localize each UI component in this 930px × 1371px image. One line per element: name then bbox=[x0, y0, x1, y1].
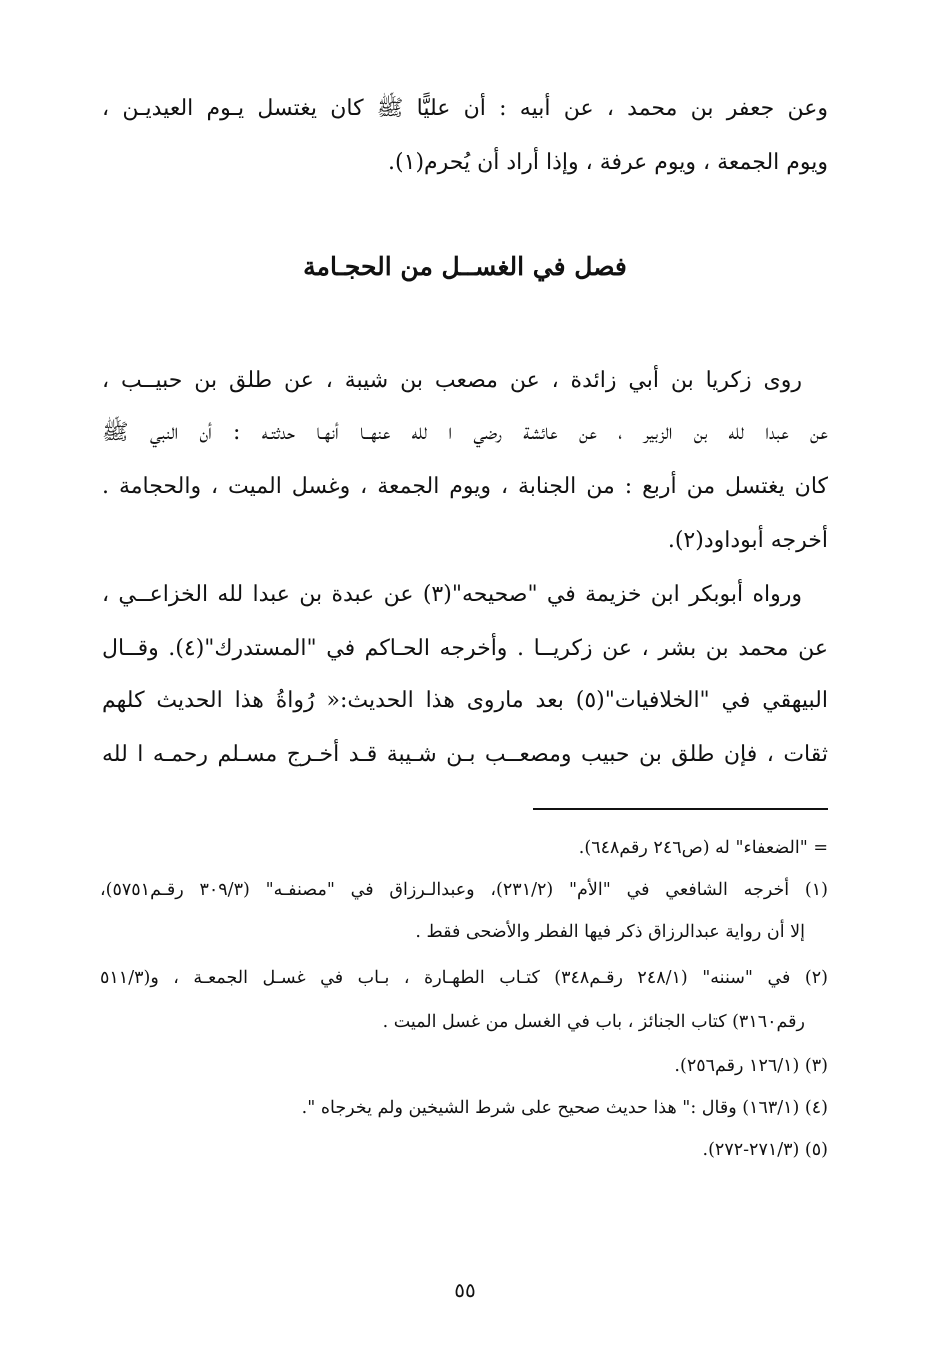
body-line: البيهقي في "الخلافيات"(٥) بعد ماروى هذا الحديث:« رُواةُ هذا الحديث كلهم bbox=[102, 688, 828, 713]
body-line: ورواه أبوبكر ابن خزيمة في "صحيحه"(٣) عن عبدة بن عبدا لله الخزاعــي ، bbox=[102, 582, 802, 607]
body-line: أخرجه أبوداود(٢). bbox=[667, 528, 828, 553]
page-number: ٥٥ bbox=[454, 1278, 476, 1302]
footnote-line: = "الضعفاء" له (ص٢٤٦ رقم٦٤٨). bbox=[578, 838, 828, 858]
footnote-line: (٥) (٢٧١/٣-٢٧٢). bbox=[702, 1140, 828, 1160]
footnote-line: (١) أخرجه الشافعي في "الأم" (٢٣١/٢)، وعبدالـرزاق في "مصنفـه" (٣٠٩/٣ رقـم٥٧٥١)، bbox=[100, 880, 828, 900]
body-line: روى زكريا بن أبي زائدة ، عن مصعب بن شيبة ، عن طلق بن حبيــب ، bbox=[102, 368, 802, 393]
footnote-divider bbox=[533, 808, 828, 810]
body-line: عن عبدا لله بن الزبير ، عن عائشة رضي ا لله عنهــا أنهـا حدثتـه : أن النبي ﷺ bbox=[102, 420, 828, 445]
footnote-line: إلا أن رواية عبدالرزاق ذكر فيها الفطر والأضحى فقط . bbox=[415, 922, 805, 942]
body-line: وعن جعفر بن محمد ، عن أبيه : أن عليًّا ﷺ كان يغتسل يـوم العيديـن ، bbox=[102, 96, 828, 121]
footnote-line: (٤) (١٦٣/١) وقال :" هذا حديث صحيح على شرط الشيخين ولم يخرجاه ". bbox=[301, 1098, 828, 1118]
body-line: عن محمد بن بشر ، عن زكريــا . وأخرجه الحـاكم في "المستدرك"(٤). وقــال bbox=[102, 636, 828, 661]
section-heading: فصل في الغســل من الحجـامة bbox=[303, 252, 627, 281]
body-line: ويوم الجمعة ، ويوم عرفة ، وإذا أراد أن يُحرم(١). bbox=[388, 150, 828, 175]
footnote-line: (٣) (١٢٦/١ رقم٢٥٦). bbox=[674, 1056, 828, 1076]
footnote-line: (٢) في "سننه" (٢٤٨/١ رقـم٣٤٨) كتـاب الطهـارة ، بـاب في غسـل الجمعـة ، و(٥١١/٣ bbox=[100, 968, 828, 988]
body-line: ثقات ، فإن طلق بن حبيب ومصعــب بـن شـيبة قـد أخـرج مسـلم رحمـه ا لله bbox=[102, 742, 828, 767]
footnote-line: رقم٣١٦٠) كتاب الجنائز ، باب في الغسل من غسل الميت . bbox=[382, 1012, 805, 1032]
body-line: كان يغتسل من أربع : من الجنابة ، ويوم الجمعة ، وغسل الميت ، والحجامة . bbox=[102, 474, 828, 499]
